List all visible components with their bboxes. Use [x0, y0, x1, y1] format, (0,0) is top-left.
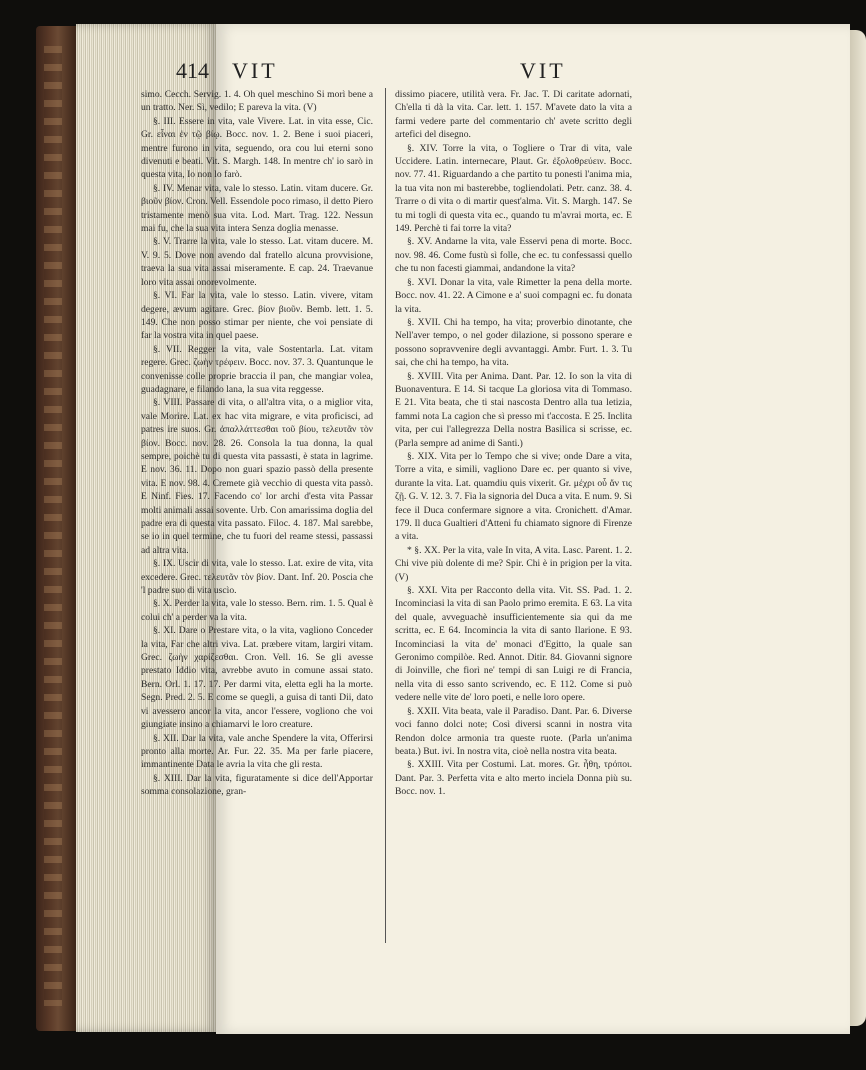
paragraph: §. XXIII. Vita per Costumi. Lat. mores. Gr. ἦθη, τρόποι. Dant. Par. 3. Perfetta vita e alto merto inciela Donna più su. Bocc. nov. 1. — [395, 759, 632, 798]
paragraph: §. XXI. Vita per Racconto della vita. Vit. SS. Pad. 1. 2. Incominciasi la vita di san Paolo primo eremita. E 63. La vita del quale, avveguachè insufficientemente sia qui da me scritta, ec. E 64. Incomincia la vita di santo Ilarione. E 93. Incominciasi la vita de' monaci d'Egitto, la quale san Geronimo compilòe. Red. Annot. Ditir. 84. Giovanni signore di Joinville, che fiorì ne' tempi di san Luigi re di Francia, nella vita di esso santo scrivendo, ec. E 112. Come si può vedere nelle vite de' loro poeti, e nelle loro opere. — [395, 585, 632, 704]
paragraph: * §. XX. Per la vita, vale In vita, A vita. Lasc. Parent. 1. 2. Chi vive più dolente di me? Spir. Chi è in prigion per la vita. (V) — [395, 544, 632, 583]
paragraph: §. IX. Uscir di vita, vale lo stesso. Lat. exire de vita, vita excedere. Grec. τελευτᾶν τὸν βίον. Dant. Inf. 20. Poscia che 'l padre suo di vita uscìo. — [141, 558, 373, 597]
running-head-right: VIT — [520, 58, 566, 83]
paragraph: simo. Cecch. Servig. 1. 4. Oh quel meschino Si morì bene a un tratto. Ner. Sì, vedilo; E pareva la vita. (V) — [141, 89, 373, 114]
page-number: 414 — [176, 58, 209, 83]
paragraph: §. XIV. Torre la vita, o Togliere o Trar di vita, vale Uccidere. Latin. internecare, Plaut. Gr. ἐξολοθρεύειν. Bocc. nov. 77. 41. Riguardando a che partito tu ponesti l'anima mia, la tua vita non mi basterebbe, togliendolati. Petr. canz. 38. 4. Trarre o di vita o di martir quest'alma. Vit. S. Margh. 147. Se tu mi togli di questa vita ec., quando tu m'avrai morta, ec. E 149. Perchè ti fai torre la vita? — [395, 142, 632, 235]
next-page-edge — [850, 30, 866, 1026]
left-column — [141, 88, 373, 948]
book-cover-spine — [36, 26, 76, 1031]
paragraph: §. VI. Far la vita, vale lo stesso. Latin. vivere, vitam degere, ævum agitare. Grec. βίον βιοῦν. Bemb. lett. 1. 5. 149. Che non posso stimar per niente, che voi pensiate di far la vostra vita in quel paese. — [141, 290, 373, 342]
paragraph: §. XXII. Vita beata, vale il Paradiso. Dant. Par. 6. Diverse voci fanno dolci note; Così diversi scanni in nostra vita Rendon dolce armonia tra queste ruote. (Parla un'anima beata.) But. ivi. In nostra vita, cioè nella nostra vita beata. — [395, 705, 632, 757]
running-head-left: VIT — [232, 58, 278, 83]
paragraph: §. XVII. Chi ha tempo, ha vita; proverbio dinotante, che Nell'aver tempo, o nel goder dilazione, si possono sperare e possono sopravvenire degli avvantaggi. Ambr. Furt. 1. 3. Tu sai, che chi ha tempo, ha vita. — [395, 316, 632, 369]
paragraph: §. XVIII. Vita per Anima. Dant. Par. 12. Io son la vita di Buonaventura. E 14. Si tacque La gloriosa vita di Tommaso. E 21. Vita beata, che ti stai nascosta Dentro alla tua letizia, fammi nota La cagion che sì presso mi t'accosta. E 25. Inclita vita, per cui l'allegrezza Della nostra Basilica si scrisse, ec. (Parla sempre ad anime di Santi.) — [395, 370, 632, 449]
column-divider — [385, 88, 386, 943]
paragraph: §. VIII. Passare di vita, o all'altra vita, o a miglior vita, vale Morire. Lat. ex hac vita migrare, e vita proficisci, ad patres ire suos. Gr. ἀπαλλάττεσθαι τοῦ βίου, τελευτᾶν τὸν βίον. Bocc. nov. 28. 26. Consola la tua donna, la qual sempre, poichè tu di questa vita passasti, è stata in lagrime. E nov. 36. 11. Dopo non guari spazio passò della presente vita. E nov. 98. 4. Cremete già vecchio di questa vita passò. E Ninf. Fies. 17. Facendo co' lor archi d'esta vita Passar molti animali assai sovente. Urb. Con amarissima doglia del padre era di questa vita passato. Filoc. 4. 187. Mal sarebbe, se io in quel termine, che tu fuori del reame stessi, passassi ad altra vita. — [141, 397, 373, 556]
paragraph: §. VII. Regger la vita, vale Sostentarla. Lat. vitam regere. Grec. ζωὴν τρέφειν. Bocc. nov. 37. 3. Quantunque le convenisse colle proprie braccia il pan, che mangiar volea, guadagnare, e filando lana, la sua vita reggesse. — [141, 343, 373, 395]
paragraph: §. XIX. Vita per lo Tempo che si vive; onde Dare a vita, Torre a vita, e simili, vagliono Dare ec. per quanto si vive, durante la vita. Lat. quamdiu quis vixerit. Gr. μέχρι οὗ ἄν τις ζῇ. G. V. 12. 3. 7. Fia la signoria del Duca a vita. E num. 9. Si fece il Duca confermare signore a vita. Cronichett. d'Amar. 179. Il duca Gualtieri d'Atteni fu chiamato signore di Firenze a vita. — [395, 450, 632, 543]
paragraph: §. V. Trarre la vita, vale lo stesso. Lat. vitam ducere. M. V. 9. 5. Dove non avendo dal fratello alcuna provvisione, traeva la sua vita assai miseramente. E cap. 24. Traevanue loro vita assai onorevolmente. — [141, 236, 373, 288]
paragraph: §. XIII. Dar la vita, figuratamente si dice dell'Apportar somma consolazione, gran- — [141, 772, 373, 798]
right-column — [395, 88, 632, 948]
paragraph: §. X. Perder la vita, vale lo stesso. Bern. rim. 1. 5. Qual è colui ch' a perder va la vita. — [141, 598, 373, 623]
paragraph: §. XI. Dare o Prestare vita, o la vita, vagliono Conceder la vita, Far che altri viva. Lat. præbere vitam, largiri vitam. Grec. ζωὴν χαρίζεσθαι. Cron. Vell. 16. Se gli avesse prestato Iddio vita, avrebbe avuto in comune assai stato. Bern. Orl. 1. 17. 17. Per darmi vita, eletta egli ha la morte. Segn. Pred. 2. 5. E come se quegli, a guisa di tanti Dii, dato vi avessero ancor la vita, ancor l'essere, vogliono che voi giungiate insino a chiamarvi le loro creature. — [141, 625, 373, 731]
paragraph: dissimo piacere, utilità vera. Fr. Jac. T. Di caritate adornati, Ch'ella ti dà la vita. Car. lett. 1. 157. M'avete dato la vita a farmi vedere parte del commentario ch' avete scritto degli artefici del disegno. — [395, 89, 632, 141]
paragraph: §. XV. Andarne la vita, vale Esservi pena di morte. Bocc. nov. 98. 46. Come fustù sì folle, che ec. tu confessassi quello che tu non facesti giammai, andandone la vita? — [395, 236, 632, 275]
paragraph: §. IV. Menar vita, vale lo stesso. Latin. vitam ducere. Gr. βιοῦν βίον. Cron. Vell. Essendole poco rimaso, il detto Piero tristamente menò sua vita. Lod. Mart. Trag. 122. Nessun mai fu, che la sua vita intera Senza doglia menasse. — [141, 182, 373, 235]
paragraph: §. XVI. Donar la vita, vale Rimetter la pena della morte. Bocc. nov. 41. 22. A Cimone e a' suoi compagni ec. fu donata la vita. — [395, 276, 632, 315]
paragraph: §. XII. Dar la vita, vale anche Spendere la vita, Offerirsi pronto alla morte. Ar. Fur. 22. 35. Ma per farle piacere, immantinente Data le avria la vita che gli resta. — [141, 732, 373, 771]
paragraph: §. III. Essere in vita, vale Vivere. Lat. in vita esse, Cic. Gr. εἶναι ἐν τῷ βίῳ. Bocc. nov. 1. 2. Bene i suoi piaceri, mentre furono in vita, seguendo, ora cou lui eterni sono divenuti e beati. Vit. S. Margh. 148. In mentre ch' io sarò in questa vita, Io non lo farò. — [141, 115, 373, 181]
